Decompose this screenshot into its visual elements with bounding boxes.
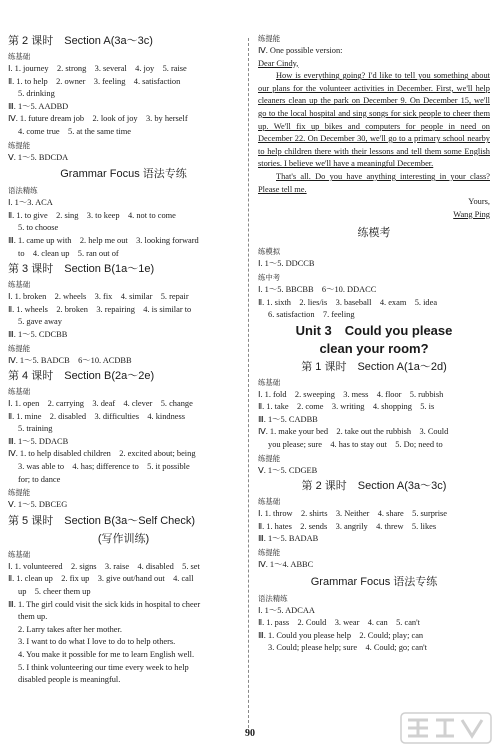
answer-line: Ⅳ. 1. to help disabled children 2. excited about; being [8,449,196,459]
letter-paragraph: That's all. Do you have anything interesting in your class? Please tell me. [258,171,490,194]
answer-line: Ⅰ. 1. volunteered 2. signs 3. raise 4. disabled 5. set [8,561,200,571]
subsection-label: 练提能 [258,548,281,558]
lesson-heading: 第 2 课时 Section A(3a～3c) [301,480,447,493]
subsection-label: 练基础 [258,497,281,507]
answer-line: disabled people is meaningful. [18,675,121,685]
letter-salutation: Dear Cindy, [258,58,299,68]
answer-line: to 4. clean up 5. ran out of [18,248,119,258]
answer-line: Ⅳ. 1～5. BADCB 6～10. ACDBB [8,355,132,365]
section-title: 练模考 [357,226,391,240]
subsection-label: 练基础 [8,52,31,61]
answer-line: Ⅰ. 1. journey 2. strong 3. several 4. joy 5. raise [8,64,187,73]
answer-line: 6. satisfaction 7. feeling [268,310,355,320]
letter-signature: Wang Ping [453,209,490,219]
grammar-focus-heading: Grammar Focus 语法专练 [60,168,187,181]
answer-line: Ⅰ. 1～3. ACA [8,198,53,208]
answer-line: Ⅰ. 1～5. DDCCB [258,259,315,269]
answer-line: Ⅲ. 1～5. DDACB [8,436,69,446]
subsection-label: 练提能 [258,34,281,43]
answer-line: 5. gave away [18,317,62,327]
right-bottom-block [258,221,490,655]
answer-line: Ⅱ. 1. wheels 2. broken 3. repairing 4. is similar to [8,304,192,314]
answer-line: Ⅱ. 1. take 2. come 3. writing 4. shopping 5. is [258,402,435,412]
answer-line: Ⅱ. 1. to give 2. sing 3. to keep 4. not to come [8,210,176,220]
answer-line: Ⅰ. 1～5. BBCBB 6～10. DDACC [258,284,377,294]
subsection-label: 练提能 [8,343,31,353]
answer-line: 5. to choose [18,223,59,233]
page-number: 90 [245,728,255,739]
subsection-label: 练基础 [8,549,31,559]
answer-line: Ⅰ. 1. broken 2. wheels 3. fix 4. similar 5. repair [8,292,189,302]
answer-line: Ⅴ. 1～5. CDGEB [258,465,318,475]
right-column [258,32,490,655]
subsection-label: 练基础 [8,387,31,397]
unit-title: Unit 3 Could you please [295,322,453,338]
answer-line: Ⅴ. 1～5. DBCEG [8,500,68,510]
unit-title: clean your room? [319,340,429,356]
answer-line: Ⅱ. 1. hates 2. sends 3. angrily 4. threw 5. likes [258,521,437,531]
answer-line: Ⅲ. 1～5. CDCBB [8,329,68,339]
answer-line: 3. Could; please help; sure 4. Could; go; can't [268,643,427,653]
subsection-label: 练基础 [8,280,31,290]
subsection-label: 练模拟 [258,247,281,257]
subsection-label: 语法精练 [8,186,38,196]
lesson-heading: 第 1 课时 Section A(1a～2d) [301,360,447,373]
answer-line: Ⅰ. 1～5. ADCAA [258,605,315,615]
lesson-heading: 第 2 课时 Section A(3a～3c) [8,35,153,47]
answer-line: 4. You make it possible for me to learn English well. [18,650,195,659]
grammar-focus-heading: Grammar Focus 语法专练 [310,575,438,588]
answer-line: Ⅴ. 1～5. BDCDA [8,152,69,162]
left-column [8,32,239,687]
answer-line: Ⅱ. 1. sixth 2. lies/is 3. baseball 4. exam 5. idea [258,297,438,307]
answer-line: Ⅲ. 1. Could you please help 2. Could; play; can [258,630,424,640]
answer-line: Ⅰ. 1. fold 2. sweeping 3. mess 4. floor 5. rubbish [258,389,444,399]
answer-line: 4. come true 5. at the same time [18,126,132,136]
letter-closing: Yours, [468,197,490,207]
subsection-label: 语法精练 [258,593,288,603]
answer-line: 5. drinking [18,89,55,99]
answer-line: Ⅰ. 1. open 2. carrying 3. deaf 4. clever 5. change [8,399,193,409]
answer-line: Ⅰ. 1. throw 2. shirts 3. Neither 4. share 5. surprise [258,509,448,519]
answer-line: Ⅳ. One possible version: [258,46,343,55]
answer-line: Ⅱ. 1. pass 2. Could 3. wear 4. can 5. can't [258,618,420,628]
answer-line: 2. Larry takes after her mother. [18,624,122,634]
answer-line: them up. [18,612,48,622]
answer-line: Ⅱ. 1. clean up 2. fix up 3. give out/hand out 4. call [8,574,194,584]
answer-line: Ⅲ. 1. The girl could visit the sick kids in hospital to cheer [8,599,201,609]
answer-line: Ⅲ. 1～5. CADBB [258,414,318,424]
right-top-block [258,32,490,70]
answer-line: for; to dance [18,474,61,484]
subsection-label: 练提能 [258,453,281,463]
answer-line: Ⅱ. 1. to help 2. owner 3. feeling 4. satisfaction [8,76,181,86]
lesson-heading: 第 3 课时 Section B(1a～1e) [8,263,155,276]
letter-body [258,70,490,221]
lesson-heading: (写作训练) [97,532,150,545]
answer-line: 3. I want to do what I love to do to help others. [18,637,176,647]
subsection-label: 练中考 [258,272,281,282]
answer-line: up 5. cheer them up [18,587,91,597]
lesson-heading: 第 5 课时 Section B(3a～Self Check) [8,514,196,527]
answer-line: Ⅲ. 1～5. AADBD [8,101,69,111]
subsection-label: 练提能 [8,488,31,498]
answer-line: you please; sure 4. has to stay out 5. Do; need to [268,440,443,450]
answer-line: Ⅱ. 1. mine 2. disabled 3. difficulties 4. kindness [8,411,186,421]
answer-line: 5. I think volunteering our time every week to help [18,662,189,672]
column-divider [248,38,249,728]
answer-line: Ⅳ. 1. make your bed 2. take out the rubbish 3. Could [258,427,449,437]
answer-line: Ⅳ. 1～4. ABBC [258,560,314,570]
answer-line: Ⅳ. 1. future dream job 2. look of joy 3. by herself [8,114,188,124]
letter-paragraph: How is everything going? I'd like to tell you something about our plans for the volunteer activities in December. First, we'll help cleaners clean up the park on December 9. On December 15, we'll go to the local hospital and sing songs for sick people to cheer them up. We'll fix up bikes and computers for people in need on December 22. On December 30, we'll go to a primary school nearby to help children there with their lessons and tell them some English stories. I believe we'll have a meaningful December. [258,71,490,169]
answer-line: 5. training [18,424,53,434]
watermark-logo-icon [400,712,492,744]
answer-line: Ⅲ. 1. came up with 2. help me out 3. looking forward [8,235,199,245]
answer-line: 3. was able to 4. has; difference to 5. it possible [18,462,190,472]
answer-line: Ⅲ. 1～5. BADAB [258,534,319,544]
subsection-label: 练基础 [258,377,281,387]
subsection-label: 练提能 [8,140,31,150]
lesson-heading: 第 4 课时 Section B(2a～2e) [8,370,155,383]
